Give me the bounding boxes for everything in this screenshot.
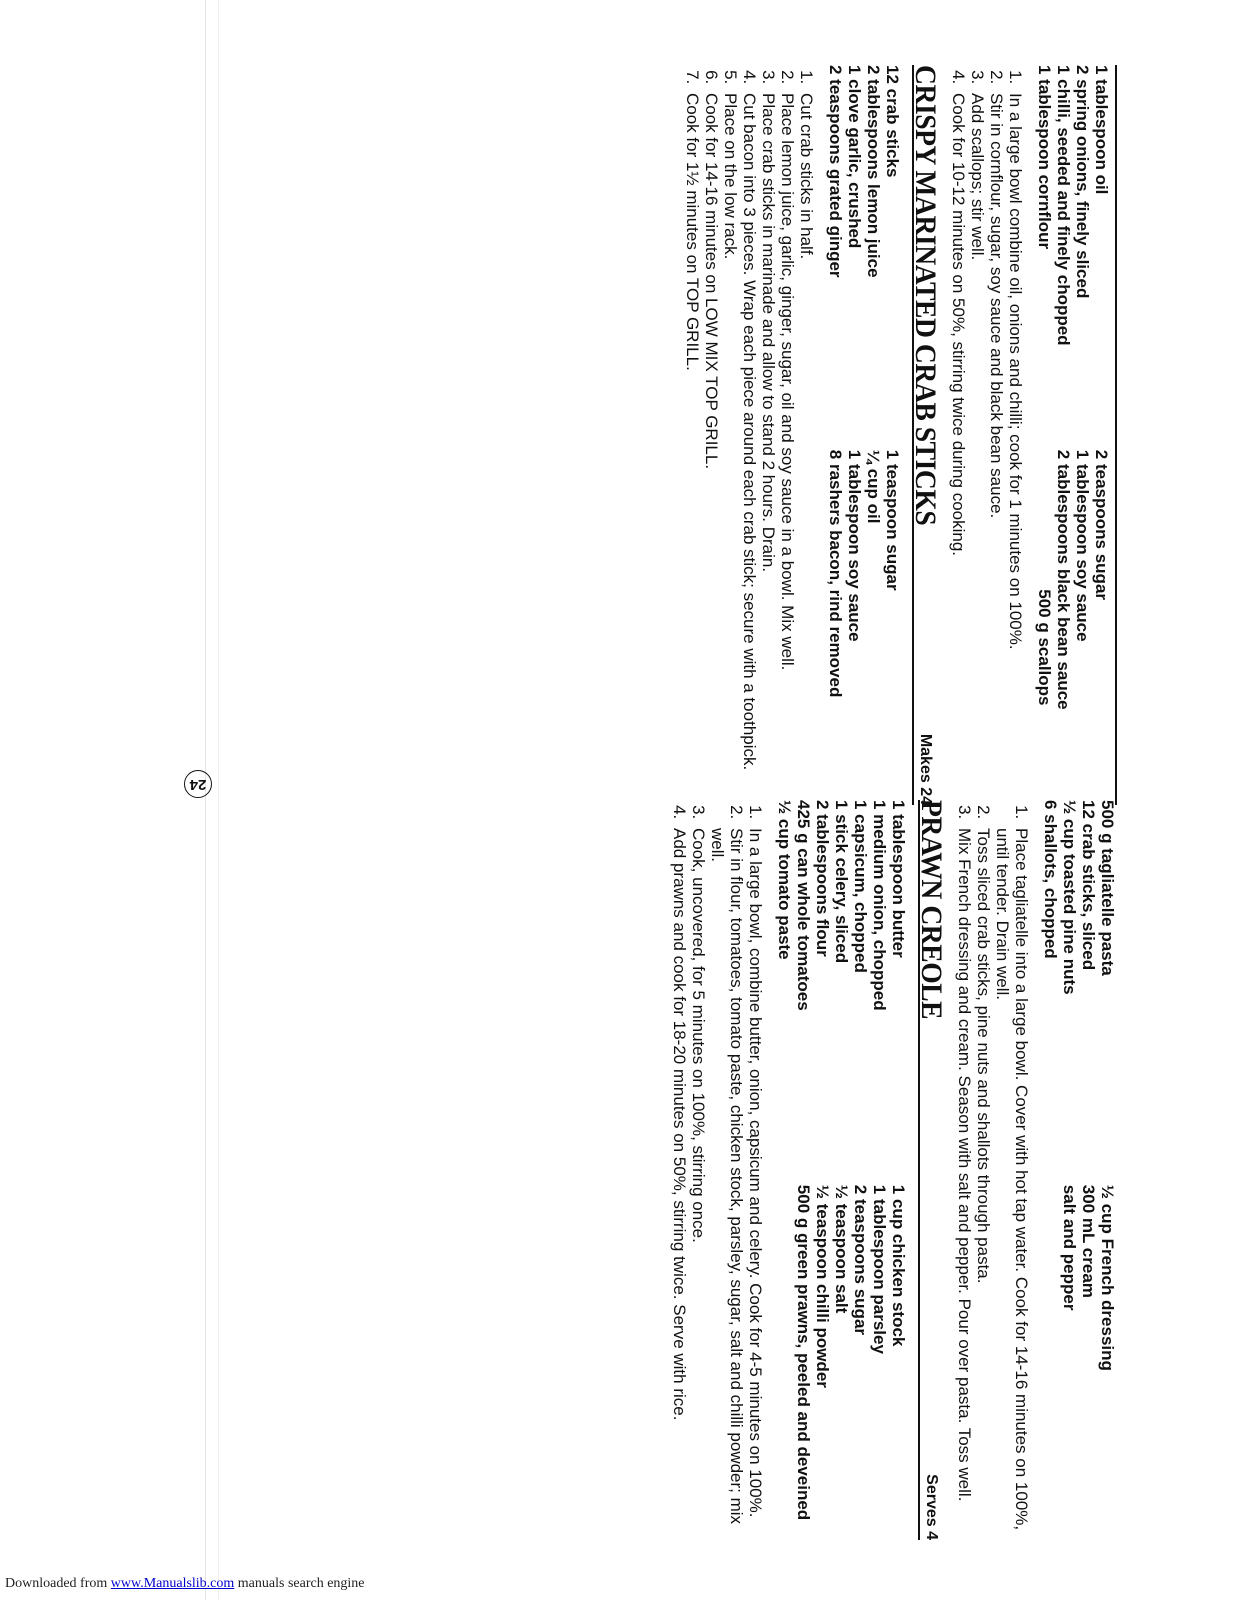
left-column <box>683 65 1117 805</box>
page-number: 24 <box>184 770 212 798</box>
ingredients-left <box>1041 800 1117 1185</box>
recipe-title: CRISPY MARINATED CRAB STICKS <box>909 65 942 526</box>
crab-sticks-ingredients <box>826 65 902 805</box>
ingredient: 300 mL cream <box>1079 1184 1098 1298</box>
prawn-creole-title-row <box>915 800 948 1540</box>
ingredient: 1 chilli, seeded and finely chopped <box>1054 65 1073 346</box>
ingredient: ¼ cup oil <box>864 449 883 524</box>
ingredients-right <box>1035 450 1111 805</box>
ingredient: 1 tablespoon soy sauce <box>1073 449 1092 642</box>
ingredient: 2 tablespoons black bean sauce <box>1054 449 1073 710</box>
ingredient: 1 stick celery, sliced <box>832 800 851 964</box>
ingredients-right <box>775 1185 908 1540</box>
recipe-yield: Makes 24 <box>917 733 934 805</box>
ingredient: 6 shallots, chopped <box>1041 800 1060 959</box>
ingredient: 1 tablespoon oil <box>1092 65 1111 195</box>
ingredient: 2 teaspoons grated ginger <box>826 65 845 278</box>
ingredient: 425 g can whole tomatoes <box>794 800 813 1011</box>
pasta-ingredients <box>1041 800 1117 1540</box>
ingredient: 1 teaspoon sugar <box>883 449 902 591</box>
recipe-title: PRAWN CREOLE <box>915 800 948 1020</box>
pasta-method <box>955 800 1031 1540</box>
method-step: 1. In a large bowl, combine butter, onion, capsicum and celery. Cook for 4-5 minutes on 100%. <box>746 824 765 1540</box>
ingredient: 500 g tagliatelle pasta <box>1098 800 1117 976</box>
ingredient: ½ teaspoon salt <box>832 1184 851 1314</box>
ingredient: 1 tablespoon butter <box>889 800 908 958</box>
ingredients-left <box>1035 65 1111 450</box>
ingredients-right <box>1041 1185 1117 1540</box>
method-step: 4. Cut bacon into 3 pieces. Wrap each piece around each crab stick; secure with a toothpick. <box>740 89 759 805</box>
manualslib-link[interactable]: www.Manualslib.com <box>110 1576 235 1591</box>
method-step: 1. Place tagliatelle into a large bowl. Cover with hot tap water. Cook for 14-16 minutes on 100%, until tender. Drain well. <box>993 824 1031 1540</box>
crab-sticks-method <box>683 65 816 805</box>
ingredient: 1 clove garlic, crushed <box>845 65 864 249</box>
method-step: 3. Cook, uncovered, for 5 minutes on 100%, stirring once. <box>689 824 708 1540</box>
ingredient: 8 rashers bacon, rind removed <box>826 449 845 698</box>
ingredient: 1 tablespoon soy sauce <box>845 449 864 642</box>
method-step: 3. Add scallops; stir well. <box>968 89 987 805</box>
ingredient: 2 tablespoons flour <box>813 800 832 957</box>
ingredient: 12 crab sticks, sliced <box>1079 800 1098 971</box>
prawn-creole-method <box>670 800 765 1540</box>
recipe-yield: Serves 4 <box>923 1474 940 1540</box>
ingredient: 1 tablespoon cornflour <box>1035 65 1054 250</box>
ingredient: 1 tablespoon parsley <box>870 1184 889 1354</box>
method-step: 2. Stir in flour, tomatoes, tomato paste, chicken stock, parsley, sugar, salt and chilli powder; mix well. <box>708 824 746 1540</box>
ingredients-left <box>775 800 908 1185</box>
ingredient: 500 g green prawns, peeled and deveined <box>794 1184 813 1521</box>
method-step: 2. Place lemon juice, garlic, ginger, sugar, oil and soy sauce in a bowl. Mix well. <box>778 89 797 805</box>
method-step: 2. Stir in cornflour, sugar, soy sauce and black bean sauce. <box>987 89 1006 805</box>
ingredient: 2 teaspoons sugar <box>1092 449 1111 601</box>
method-step: 3. Place crab sticks in marinade and allow to stand 2 hours. Drain. <box>759 89 778 805</box>
method-step: 1. Cut crab sticks in half. <box>797 89 816 805</box>
method-step: 4. Add prawns and cook for 18-20 minutes on 50%, stirring twice. Serve with rice. <box>670 824 689 1540</box>
ingredient: 1 capsicum, chopped <box>851 800 870 973</box>
method-step: 3. Mix French dressing and cream. Season with salt and pepper. Pour over pasta. Toss well. <box>955 824 974 1540</box>
ingredient: ½ cup French dressing <box>1098 1184 1117 1371</box>
method-step: 6. Cook for 14-16 minutes on LOW MIX TOP GRILL. <box>702 89 721 805</box>
ingredient: salt and pepper <box>1060 1184 1079 1311</box>
ingredients-right <box>826 450 902 805</box>
prawn-creole-ingredients <box>775 800 908 1540</box>
method-step: 4. Cook for 10-12 minutes on 50%, stirring twice during cooking. <box>949 89 968 805</box>
ingredient: 2 spring onions, finely sliced <box>1073 65 1092 299</box>
ingredient: ½ cup tomato paste <box>775 800 794 960</box>
ingredient: ½ teaspoon chilli powder <box>813 1184 832 1388</box>
footer-prefix: Downloaded from <box>5 1576 111 1591</box>
ingredient: 12 crab sticks <box>883 65 902 178</box>
scallop-ingredients <box>1035 65 1111 805</box>
crab-sticks-title-row <box>909 65 942 805</box>
footer-suffix: manuals search engine <box>234 1576 365 1591</box>
ingredients-left <box>826 65 902 450</box>
right-column <box>670 800 1117 1540</box>
method-step: 5. Place on the low rack. <box>721 89 740 805</box>
ingredient: 2 teaspoons sugar <box>851 1184 870 1336</box>
ingredient: ½ cup toasted pine nuts <box>1060 800 1079 995</box>
ingredient: 1 medium onion, chopped <box>870 800 889 1011</box>
method-step: 1. In a large bowl combine oil, onions and chilli; cook for 1 minutes on 100%. <box>1006 89 1025 805</box>
top-rule <box>1115 65 1117 805</box>
ingredient: 2 tablespoons lemon juice <box>864 65 883 278</box>
method-step: 7. Cook for 1½ minutes on TOP GRILL. <box>683 89 702 805</box>
ingredient: 500 g scallops <box>1035 589 1054 706</box>
scallop-method <box>949 65 1025 805</box>
ingredient: 1 cup chicken stock <box>889 1184 908 1347</box>
method-step: 2. Toss sliced crab sticks, pine nuts and shallots through pasta. <box>974 824 993 1540</box>
footer <box>5 1576 365 1592</box>
